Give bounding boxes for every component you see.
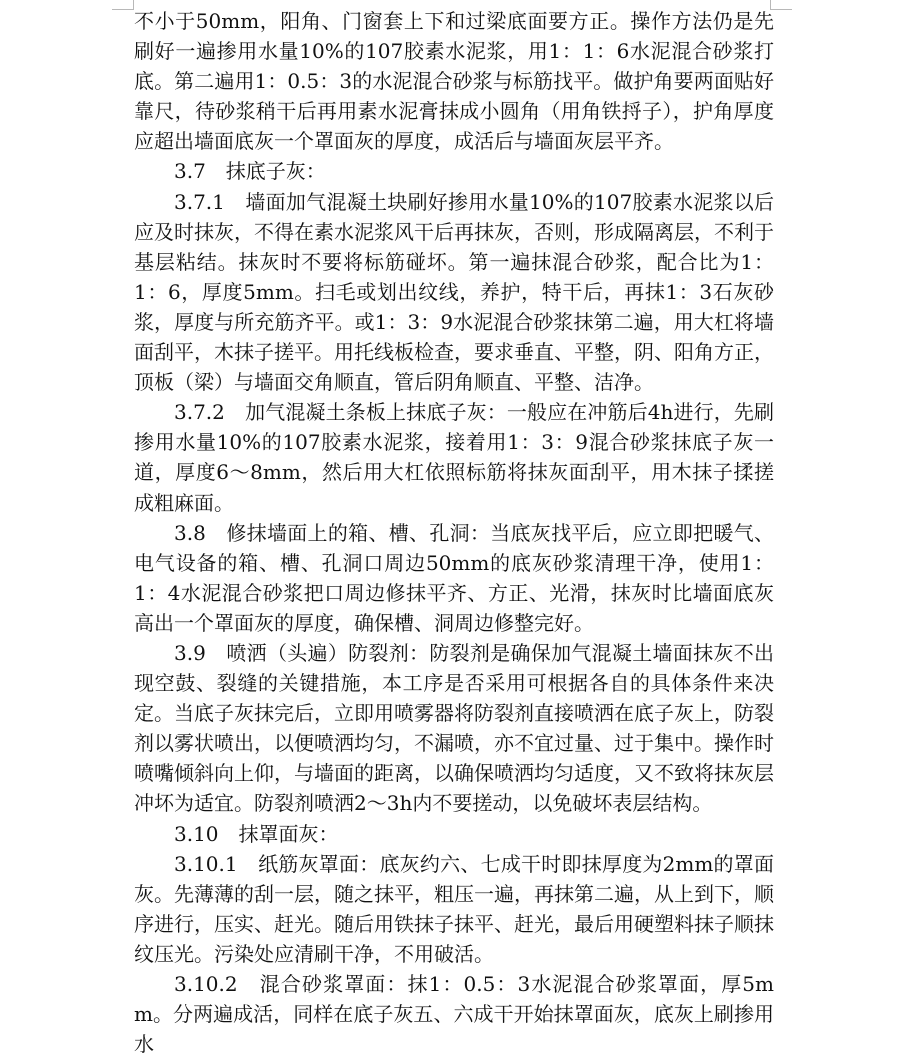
crop-mark-top-left-horizontal: [112, 9, 134, 10]
paragraph-3-8: 3.8 修抹墙面上的箱、槽、孔洞：当底灰找平后，应立即把暖气、电气设备的箱、槽、孔洞口周边50mm的底灰砂浆清理干净，使用1：1：4水泥混合砂浆把口周边修抹平齐、方正、光滑，抹灰时比墙面底灰高出一个罩面灰的厚度，确保槽、洞周边修整完好。: [134, 520, 774, 635]
paragraph-3-7-2: 3.7.2 加气混凝土条板上抹底子灰：一般应在冲筋后4h进行，先刷掺用水量10%的107胶素水泥浆，接着用1：3：9混合砂浆抹底子灰一道，厚度6～8mm，然后用大杠依照标筋将抹灰面刮平，用木抹子揉搓成粗麻面。: [134, 400, 774, 515]
paragraph-3-9: 3.9 喷洒（头遍）防裂剂：防裂剂是确保加气混凝土墙面抹灰不出现空鼓、裂缝的关键措施，本工序是否采用可根据各自的具体条件来决定。当底子灰抹完后，立即用喷雾器将防裂剂直接喷洒在底子灰上，防裂剂以雾状喷出，以便喷洒均匀，不漏喷，亦不宜过量、过于集中。操作时喷嘴倾斜向上仰，与墙面的距离，以确保喷洒均匀适度，又不致将抹灰层冲坏为适宜。防裂剂喷洒2～3h内不要搓动，以免破坏表层结构。: [134, 640, 774, 816]
document-body: [134, 6, 774, 1059]
paragraph-continuation: 不小于50mm，阳角、门窗套上下和过梁底面要方正。操作方法仍是先刷好一遍掺用水量10%的107胶素水泥浆，用1：1：6水泥混合砂浆打底。第二遍用1：0.5：3的水泥混合砂浆与标筋找平。做护角要两面贴好靠尺，待砂浆稍干后再用素水泥膏抹成小圆角（用角铁捋子），护角厚度应超出墙面底灰一个罩面灰的厚度，成活后与墙面灰层平齐。: [134, 9, 774, 154]
paragraph-3-10-2: 3.10.2 混合砂浆罩面：抹1：0.5：3水泥混合砂浆罩面，厚5mm。分两遍成活，同样在底子灰五、六成干开始抹罩面灰，底灰上刷掺用水: [134, 972, 774, 1057]
paragraph-3-7: 3.7 抹底子灰：: [174, 159, 326, 184]
paragraph-3-10: 3.10 抹罩面灰：: [174, 821, 339, 846]
paragraph-3-7-1: 3.7.1 墙面加气混凝土块刷好掺用水量10%的107胶素水泥浆以后应及时抹灰，不得在素水泥浆风干后再抹灰，否则，形成隔离层，不利于基层粘结。抹灰时不要将标筋碰坏。第一遍抹混合砂浆，配合比为1：1：6，厚度5mm。扫毛或划出纹线，养护，特干后，再抹1：3石灰砂浆，厚度与所充筋齐平。或1：3：9水泥混合砂浆抹第二遍，用大杠将墙面刮平，木抹子搓平。用托线板检查，要求垂直、平整，阴、阳角方正，顶板（梁）与墙面交角顺直，管后阴角顺直、平整、洁净。: [134, 189, 774, 395]
paragraph-3-10-1: 3.10.1 纸筋灰罩面：底灰约六、七成干时即抹厚度为2mm的罩面灰。先薄薄的刮一层，随之抹平，粗压一遍，再抹第二遍，从上到下，顺序进行，压实、赶光。随后用铁抹子抹平、赶光，最后用硬塑料抹子顺抹纹压光。污染处应清刷干净，不用破活。: [134, 851, 774, 966]
